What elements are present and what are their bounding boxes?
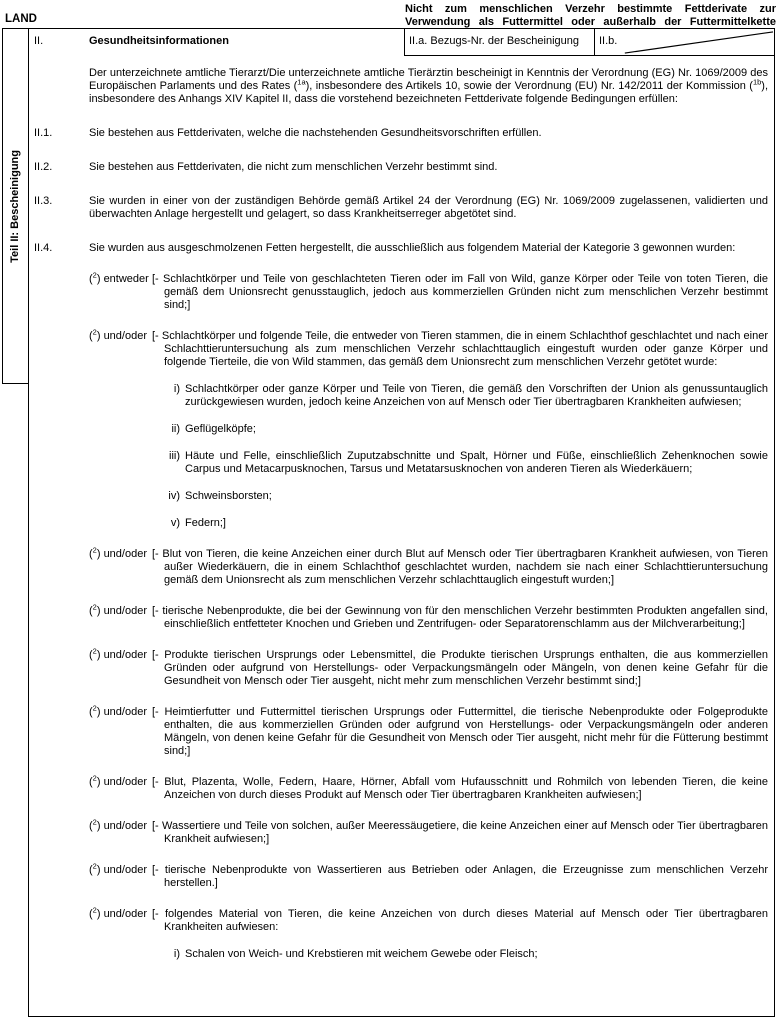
health-item	[34, 127, 768, 140]
material-clause	[89, 545, 768, 587]
health-item	[34, 67, 768, 106]
part-ii-label: Teil II: Bescheinigung	[9, 149, 21, 263]
material-clause	[89, 602, 768, 631]
clause-body	[152, 864, 768, 890]
material-clause	[89, 703, 768, 758]
clause-body	[152, 605, 768, 631]
health-item	[34, 242, 768, 961]
clause-conjunction-label: ($^2$) und/oder	[89, 327, 147, 342]
material-clause	[89, 773, 768, 802]
item-number: II.4.	[34, 242, 53, 254]
roman-numeral: v)	[170, 517, 180, 529]
clause-conjunction-label: ($^2$) und/oder	[89, 905, 147, 920]
document-title-line2: Verwendung als Futtermittel oder außerhalb der Futtermittelkette	[405, 16, 776, 28]
roman-subitem	[164, 383, 768, 409]
roman-subitem-text: Schalen von Weich- und Krebstieren mit weichem Gewebe oder Fleisch;	[185, 948, 538, 960]
clause-text: [- Wassertiere und Teile von solchen, außer Meeressäugetiere, die keine Anzeichen einer auf Mensch oder Tier übertragbaren Krankheit aufwiesen;]	[152, 820, 768, 845]
clause-text: [- Schlachtkörper und folgende Teile, die entweder von Tieren stammen, die in einem Schlachthof geschlachtet und nach einer Schlachttieruntersuchung als zum menschlichen Verzehr schlachttauglich eingestuft wurden oder ganze Körper und folgende Tierteile, die von Wild stammen, das gemäß dem Unionsrecht zum menschlichen Verzehr getötet wurde:	[152, 330, 768, 368]
roman-subitem	[164, 450, 768, 476]
clause-text: [- Schlachtkörper und Teile von geschlachteten Tieren oder im Fall von Wild, ganze Körper oder Teile von toten Tieren, die gemäß dem Unionsrecht genusstauglich, jedoch aus kommerziellen Gründen nicht zum menschlichen Verzehr bestimmt sind;]	[152, 273, 768, 311]
material-clause	[89, 817, 768, 846]
item-number: II.3.	[34, 195, 53, 207]
roman-subitem	[164, 490, 768, 503]
clause-body	[152, 548, 768, 587]
health-information-body	[34, 67, 768, 982]
material-clause	[89, 905, 768, 961]
clause-conjunction-label: ($^2$) und/oder	[89, 703, 147, 718]
item-text: Sie wurden in einer von der zuständigen Behörde gemäß Artikel 24 der Verordnung (EG) Nr. 1069/2009 zugelassenen, validierten und überwachten Anlage hergestellt und gelagert, so dass Krankheitserreger abgetötet sind.	[89, 195, 768, 220]
clause-body	[152, 776, 768, 802]
clause-body	[152, 330, 768, 530]
iib-label: II.b.	[599, 35, 618, 47]
section-number: II.	[34, 35, 44, 47]
diagonal-strikethrough-icon	[595, 29, 774, 55]
health-item	[34, 161, 768, 174]
reference-number-label: II.a. Bezugs-Nr. der Bescheinigung	[409, 35, 579, 47]
document-title	[405, 3, 776, 29]
roman-numeral: i)	[173, 948, 180, 960]
clause-conjunction-label: ($^2$) und/oder	[89, 817, 147, 832]
clause-conjunction-label: ($^2$) und/oder	[89, 646, 147, 661]
item-body	[89, 67, 768, 106]
item-text: Sie bestehen aus Fettderivaten, die nicht zum menschlichen Verzehr bestimmt sind.	[89, 161, 498, 173]
clause-conjunction-label: ($^2$) und/oder	[89, 773, 147, 788]
clause-body	[152, 649, 768, 688]
item-text: Der unterzeichnete amtliche Tierarzt/Die unterzeichnete amtliche Tierärztin bescheinigt in Kenntnis der Verordnung (EG) Nr. 1069/2009 des Europäischen Parlaments und des Rates ($^{1a}$), insbesondere des Artikels 10, sowie der Verordnung (EU) Nr. 142/2011 der Kommission ($^{1b}$), insbesondere des Anhangs XIV Kapitel II, dass die vorstehend bezeichneten Fettderivate folgende Bedingungen erfüllen:	[89, 67, 769, 105]
material-clause	[89, 270, 768, 312]
country-label: LAND	[5, 13, 37, 25]
certificate-table	[28, 28, 775, 1017]
clause-body	[152, 706, 768, 758]
roman-subitem-text: Geflügelköpfe;	[185, 423, 256, 435]
roman-subitem-text: Federn;]	[185, 517, 226, 529]
roman-subitem-text: Schweinsborsten;	[185, 490, 272, 502]
item-text: Sie bestehen aus Fettderivaten, welche die nachstehenden Gesundheitsvorschriften erfüllen.	[89, 127, 542, 139]
roman-subitem-text: Häute und Felle, einschließlich Zuputzabschnitte und Spalt, Hörner und Füße, einschließlich Zehenknochen sowie Carpus und Metacarpusknochen, Tarsus und Metatarsusknochen von anderen Tieren als Wiederkäuern;	[185, 450, 768, 475]
clause-body	[152, 273, 768, 312]
clause-text: [- Heimtierfutter und Futtermittel tierischen Ursprungs oder Futtermittel, die tierische Nebenprodukte oder Folgeprodukte enthalten, die aus kommerziellen Gründen oder aufgrund von Herstellungs- oder Verpackungsmängeln oder anderen Mängeln, von denen keine Gefahr für die Gesundheit von Mensch oder Tier ausgeht, nicht mehr für die Fütterung bestimmt sind;]	[152, 706, 768, 757]
health-item	[34, 195, 768, 221]
item-text: Sie wurden aus ausgeschmolzenen Fetten hergestellt, die ausschließlich aus folgendem Material der Kategorie 3 gewonnen wurden:	[89, 242, 736, 254]
section-title: Gesundheitsinformationen	[89, 35, 229, 47]
material-clause	[89, 327, 768, 530]
roman-numeral: ii)	[171, 423, 180, 435]
clause-text: [- folgendes Material von Tieren, die keine Anzeichen von durch dieses Material auf Mensch oder Tier übertragbaren Krankheiten aufwiesen:	[152, 908, 768, 933]
item-number: II.1.	[34, 127, 53, 139]
roman-subitem	[164, 948, 768, 961]
item-body	[89, 242, 768, 961]
clause-conjunction-label: ($^2$) entweder	[89, 270, 149, 285]
item-number: II.2.	[34, 161, 53, 173]
clause-conjunction-label: ($^2$) und/oder	[89, 545, 147, 560]
item-number	[34, 67, 89, 106]
roman-subitem-text: Schlachtkörper oder ganze Körper und Teile von Tieren, die gemäß den Vorschriften der Union als genussuntauglich zurückgewiesen wurden, jedoch keine Anzeichen von auf Mensch oder Tier übertragbaren Krankheiten aufwiesen;	[185, 383, 768, 408]
material-clause	[89, 861, 768, 890]
roman-numeral: iv)	[168, 490, 180, 502]
clause-conjunction-label: ($^2$) und/oder	[89, 861, 147, 876]
clause-text: [- Produkte tierischen Ursprungs oder Lebensmittel, die Produkte tierischen Ursprungs enthalten, die aus kommerziellen Gründen oder aufgrund von Herstellungs- oder Verpackungsmängeln oder Mängeln, von denen keine Gefahr für die Gesundheit von Mensch oder Tier ausgeht, nicht mehr zum menschlichen Verzehr bestimmt sind;]	[152, 649, 768, 687]
clause-text: [- Blut von Tieren, die keine Anzeichen einer durch Blut auf Mensch oder Tier übertragbaren Krankheit aufwiesen, von Tieren außer Wiederkäuern, die in einem Schlachthof geschlachtet wurden, nachdem sie nach einer Schlachttieruntersuchung gemäß dem Unionsrecht als zum menschlichen Verzehr schlachttauglich eingestuft wurden;]	[152, 548, 768, 586]
clause-text: [- tierische Nebenprodukte, die bei der Gewinnung von für den menschlichen Verzehr bestimmten Produkten angefallen sind, einschließlich entfetteter Knochen und Grieben und Zentrifugen- oder Separatorenschlamm aus der Milchverarbeitung;]	[152, 605, 768, 630]
roman-numeral: i)	[173, 383, 180, 395]
roman-subitem	[164, 423, 768, 436]
clause-body	[152, 908, 768, 961]
clause-text: [- Blut, Plazenta, Wolle, Federn, Haare, Hörner, Abfall vom Hufausschnitt und Rohmilch von lebenden Tieren, die keine Anzeichen von durch dieses Produkt auf Mensch oder Tier übertragbaren Krankheiten aufwiesen;]	[152, 776, 768, 801]
material-clause	[89, 646, 768, 688]
clause-conjunction-label: ($^2$) und/oder	[89, 602, 147, 617]
part-ii-sidebar	[2, 28, 29, 384]
item-body	[89, 195, 768, 221]
roman-sublist	[152, 948, 768, 961]
roman-sublist	[152, 383, 768, 530]
category3-material-clauses	[89, 270, 768, 961]
document-title-line1: Nicht zum menschlichen Verzehr bestimmte Fettderivate zur	[405, 3, 776, 15]
reference-number-cell	[404, 29, 594, 56]
clause-text: [- tierische Nebenprodukte von Wassertieren aus Betrieben oder Anlagen, die Erzeugnisse zum menschlichen Verzehr herstellen.]	[152, 864, 768, 889]
roman-subitem	[164, 517, 768, 530]
item-body	[89, 161, 768, 174]
iib-cell	[594, 29, 774, 56]
item-body	[89, 127, 768, 140]
roman-numeral: iii)	[169, 450, 180, 462]
clause-body	[152, 820, 768, 846]
